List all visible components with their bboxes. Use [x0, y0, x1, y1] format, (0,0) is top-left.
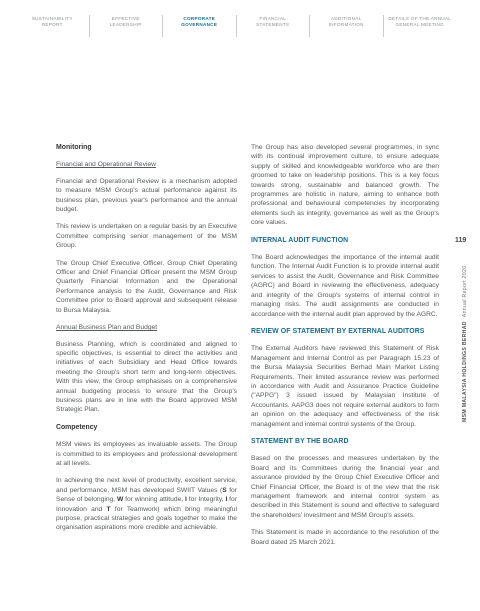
page-number: 119: [455, 237, 467, 244]
paragraph: The External Auditors have reviewed this Statement of Risk Management and Internal Control as per Paragraph 15.23 of the Bursa Malaysia Securities Berhad Main Market Listing Requirements. Their limited assurance review was performed in accordance with Audit and Assurance Practice Guideline ("APPG") 3 issued issued by Malaysian Institute of Accountants. AAPG3 does not require external auditors to form an opinion on the adequacy and effectiveness of the risk management and internal control systems of the Group.: [251, 345, 439, 428]
paragraph: MSM views its employees as invaluable assets. The Group is committed to its employees and professional development at all levels.: [56, 441, 237, 467]
paragraph: The Group has also developed several programmes, in sync with its continual improvement culture, to ensure adequate supply of skilled and knowledgeable workforce who are then groomed to take on leadership positions. This is a key focus towards strong, sustainable and balanced growth. The programmes are holistic in nature, aiming to enhance both professional and behavioural competencies by incorporating elements such as integrity, governance as well as the Group's core values.: [251, 144, 439, 227]
nav-line: CORPORATE: [183, 16, 216, 21]
text: for winning attitude,: [123, 496, 186, 504]
nav-line: INFORMATION: [328, 22, 364, 27]
text: for Integrity,: [186, 496, 226, 504]
heading-competency: Competency: [56, 423, 98, 431]
paragraph: This review is undertaken on a regular basis by an Executive Committee comprising senior management of the MSM Group.: [56, 223, 237, 250]
side-report-name: Annual Report 2020: [462, 265, 468, 318]
letter-i: I: [225, 496, 228, 504]
paragraph: The Group Chief Executive Officer, Group Chief Operating Officer and Chief Financial Officer present the MSM Group Quarterly Financial Information and the Operational Performance analysis to the Audit, Governance and Risk Committee prior to Board approval and subsequent release to Bursa Malaysia.: [56, 259, 237, 314]
nav-line: ADDITIONAL: [330, 16, 362, 21]
left-column: [56, 143, 237, 541]
heading-monitoring: Monitoring: [56, 144, 92, 151]
nav-corporate-governance[interactable]: [162, 15, 236, 37]
text: for Teamwork) which bring meaningful purpose, practical strategies and goals together to make the organisation aspirations more credible and achievable.: [56, 505, 237, 532]
heading-internal-audit: INTERNAL AUDIT FUNCTION: [251, 236, 349, 244]
paragraph: This Statement is made in accordance to the resolution of the Board dated 25 March 2021.: [251, 529, 439, 546]
nav-agm-details[interactable]: [383, 15, 457, 37]
nav-line: GOVERNANCE: [181, 22, 218, 27]
letter-t: T: [106, 505, 111, 513]
nav-line: EFFECTIVE: [111, 16, 140, 21]
side-company-name: MSM MALAYSIA HOLDINGS BERHAD: [462, 321, 468, 422]
letter-i: I: [185, 496, 187, 504]
heading-external-auditors-review: REVIEW OF STATEMENT BY EXTERNAL AUDITORS: [251, 327, 425, 335]
nav-sustainability-report[interactable]: [16, 15, 89, 37]
nav-line: STATEMENTS: [256, 22, 290, 27]
nav-effective-leadership[interactable]: [89, 15, 163, 37]
text: for Sense of belonging,: [56, 486, 237, 504]
nav-line: LEADERSHIP: [109, 22, 142, 27]
text: In achieving the next level of productivity, excellent service, and performance, MSM has developed SWIIT Values (: [56, 477, 237, 494]
paragraph: Financial and Operational Review is a mechanism adopted to measure MSM Group's actual performance against its business plan, previous year's performance and the annual budget.: [56, 177, 237, 214]
top-navigation: [16, 15, 456, 37]
paragraph: Business Planning, which is coordinated and aligned to specific objectives, is essential to direct the activities and initiatives of each Subsidiary and Head Office towards meeting the Group's short term and long-term objectives. With this view, the Group emphasises on a comprehensive annual budgeting process to ensure that the Group's business plans are in line with the Board approved MSM Strategic Plan.: [56, 340, 237, 414]
nav-line: GENERAL MEETING: [395, 22, 444, 27]
nav-additional-information[interactable]: [309, 15, 383, 37]
right-column: [251, 143, 439, 555]
letter-w: W: [117, 496, 124, 504]
letter-s: S: [222, 486, 227, 494]
subheading-business-plan: Annual Business Plan and Budget: [56, 324, 158, 332]
nav-line: REPORT: [41, 22, 63, 27]
nav-line: DETAILS OF THE ANNUAL: [388, 16, 452, 21]
nav-line: SUSTAINABILITY: [31, 16, 73, 21]
paragraph: The Board acknowledges the importance of the internal audit function. The Internal Audit Function is to provide internal audit services to assist the Audit, Governance and Risk Committee (AGRC) and Board in reviewing the effectiveness, adequacy and integrity of the Group's systems of internal control in managing risks. The audit assignments are conducted in accordance with the internal audit plan approved by the AGRC.: [251, 254, 439, 318]
text: for Innovation and: [56, 496, 237, 513]
paragraph: Based on the processes and measures undertaken by the Board and its Committees during the financial year and assurance provided by the Group Chief Executive Officer and Chief Financial Officer, the Board is of the view that the risk management framework and internal control system as described in this Statement is sound and effective to safeguard the shareholders' investment and MSM Group's assets.: [251, 455, 439, 519]
heading-board-statement: STATEMENT BY THE BOARD: [251, 437, 349, 445]
subheading-financial-review: Financial and Operational Review: [56, 161, 156, 169]
nav-line: FINANCIAL: [259, 16, 287, 21]
side-running-title: [462, 242, 470, 422]
paragraph-swiit-values: [56, 476, 237, 532]
nav-financial-statements[interactable]: [236, 15, 310, 37]
